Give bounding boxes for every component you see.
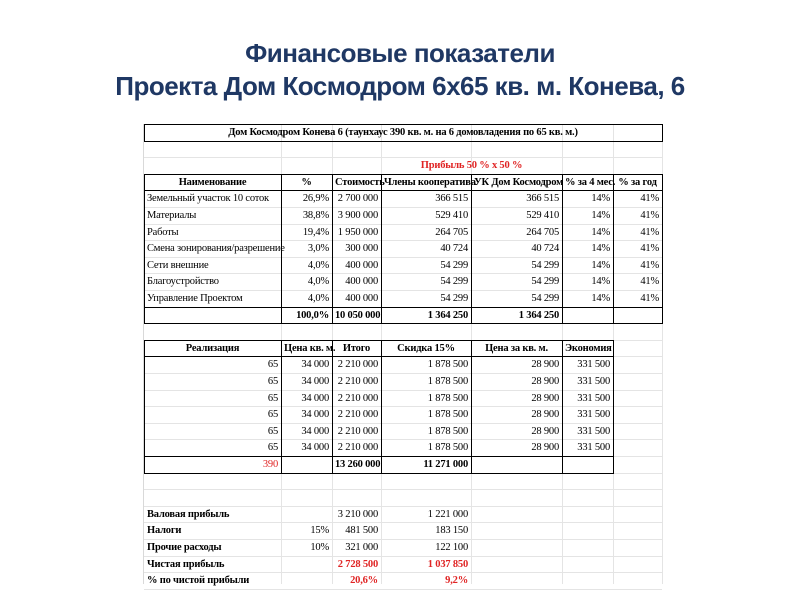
sales-table-divider [281, 340, 282, 473]
sales-table-divider [332, 340, 333, 473]
cost-table-divider [381, 174, 382, 323]
summary-label: Налоги [147, 525, 182, 536]
sales-cell: 1 878 500 [427, 393, 468, 404]
summary-cell: 481 500 [345, 525, 378, 536]
cost-total-cell: 1 364 250 [427, 310, 468, 321]
sales-cell: 2 210 000 [337, 409, 378, 420]
summary-label: % по чистой прибыли [147, 575, 250, 586]
sales-cell: 34 000 [301, 393, 329, 404]
cost-cell: 54 299 [531, 260, 559, 271]
sales-cell: 28 900 [531, 376, 559, 387]
sales-cell: 34 000 [301, 409, 329, 420]
sales-table-rule [144, 456, 613, 457]
summary-cell: 9,2% [445, 575, 468, 586]
sales-total-cell: 11 271 000 [423, 459, 468, 470]
sales-total-cell: 390 [262, 459, 278, 470]
cost-table-divider [281, 174, 282, 323]
gridline-h [144, 473, 662, 474]
summary-label: Чистая прибыль [147, 559, 225, 570]
sales-cell: 1 878 500 [427, 409, 468, 420]
sales-cell: 331 500 [577, 426, 610, 437]
cost-cell: 529 410 [435, 210, 468, 221]
cost-cell: 4,0% [307, 293, 329, 304]
sales-cell: 28 900 [531, 359, 559, 370]
cost-table-divider [471, 174, 472, 323]
summary-cell: 321 000 [345, 542, 378, 553]
summary-cell: 3 210 000 [337, 509, 378, 520]
cost-item-name: Благоустройство [147, 276, 219, 287]
summary-cell: 1 221 000 [427, 509, 468, 520]
cost-cell: 38,8% [302, 210, 329, 221]
sales-cell: 331 500 [577, 409, 610, 420]
cost-cell: 14% [591, 243, 610, 254]
summary-cell: 10% [310, 542, 329, 553]
cost-table-divider [332, 174, 333, 323]
sales-cell: 2 210 000 [337, 426, 378, 437]
cost-cell: 3 900 000 [337, 210, 378, 221]
cost-cell: 14% [591, 293, 610, 304]
cost-column-header: % [301, 177, 312, 188]
cost-cell: 41% [640, 210, 659, 221]
cost-cell: 14% [591, 260, 610, 271]
page-title-line2: Проекта Дом Космодром 6х65 кв. м. Конева, 6 [115, 71, 685, 101]
summary-cell: 2 728 500 [337, 559, 378, 570]
sales-cell: 2 210 000 [337, 359, 378, 370]
sales-cell: 331 500 [577, 442, 610, 453]
summary-cell: 183 150 [435, 525, 468, 536]
sales-column-header: Цена кв. м. [284, 343, 336, 354]
cost-total-cell: 1 364 250 [518, 310, 559, 321]
cost-cell: 41% [640, 227, 659, 238]
cost-cell: 54 299 [440, 260, 468, 271]
cost-cell: 54 299 [440, 293, 468, 304]
cost-table-divider [613, 174, 614, 323]
sales-cell: 331 500 [577, 359, 610, 370]
cost-table-rule [144, 307, 662, 308]
gridline-h [144, 489, 662, 490]
cost-column-header: % за год [618, 177, 657, 188]
summary-cell: 15% [310, 525, 329, 536]
cost-cell: 529 410 [526, 210, 559, 221]
sales-table-rule [144, 356, 613, 357]
cost-item-name: Материалы [147, 210, 197, 221]
cost-cell: 41% [640, 260, 659, 271]
sales-cell: 28 900 [531, 426, 559, 437]
sales-cell: 1 878 500 [427, 442, 468, 453]
cost-cell: 300 000 [345, 243, 378, 254]
cost-column-header: Стоимость [335, 177, 385, 188]
cost-column-header: % за 4 мес. [565, 177, 616, 188]
sales-table-divider [381, 340, 382, 473]
gridline-h [144, 141, 662, 142]
cost-table-rule [144, 190, 662, 191]
sales-cell: 34 000 [301, 376, 329, 387]
summary-label: Прочие расходы [147, 542, 222, 553]
sales-cell: 2 210 000 [337, 442, 378, 453]
sales-cell: 28 900 [531, 409, 559, 420]
cost-cell: 41% [640, 293, 659, 304]
gridline-h [144, 589, 662, 590]
sales-column-header: Экономия [565, 343, 612, 354]
cost-cell: 14% [591, 193, 610, 204]
sales-cell: 65 [267, 376, 278, 387]
cost-item-name: Работы [147, 227, 179, 238]
cost-cell: 264 705 [435, 227, 468, 238]
sales-cell: 34 000 [301, 442, 329, 453]
cost-total-cell: 100,0% [296, 310, 329, 321]
sales-column-header: Реализация [185, 343, 240, 354]
cost-cell: 3,0% [307, 243, 329, 254]
cost-cell: 366 515 [526, 193, 559, 204]
sales-cell: 65 [267, 409, 278, 420]
cost-table-divider [562, 174, 563, 323]
cost-cell: 14% [591, 210, 610, 221]
cost-cell: 54 299 [531, 276, 559, 287]
cost-cell: 41% [640, 193, 659, 204]
cost-cell: 14% [591, 276, 610, 287]
cost-cell: 2 700 000 [337, 193, 378, 204]
sales-table-divider [562, 340, 563, 473]
sales-cell: 1 878 500 [427, 359, 468, 370]
sales-cell: 28 900 [531, 393, 559, 404]
cost-item-name: Управление Проектом [147, 293, 243, 304]
cost-cell: 40 724 [531, 243, 559, 254]
cost-cell: 400 000 [345, 293, 378, 304]
sales-cell: 331 500 [577, 393, 610, 404]
cost-cell: 4,0% [307, 276, 329, 287]
cost-cell: 264 705 [526, 227, 559, 238]
cost-column-header: Члены кооператива [384, 177, 476, 188]
sales-cell: 28 900 [531, 442, 559, 453]
sales-cell: 34 000 [301, 426, 329, 437]
sales-cell: 1 878 500 [427, 426, 468, 437]
sales-total-cell: 13 260 000 [335, 459, 381, 470]
cost-cell: 26,9% [302, 193, 329, 204]
cost-cell: 54 299 [531, 293, 559, 304]
summary-label: Валовая прибыль [147, 509, 230, 520]
cost-cell: 54 299 [440, 276, 468, 287]
cost-column-header: Наименование [178, 177, 247, 188]
spreadsheet [143, 124, 662, 584]
sales-table-divider [471, 340, 472, 473]
profit-split-label: Прибыль 50 % х 50 % [420, 160, 523, 171]
cost-cell: 400 000 [345, 260, 378, 271]
cost-cell: 4,0% [307, 260, 329, 271]
cost-cell: 41% [640, 276, 659, 287]
sales-cell: 331 500 [577, 376, 610, 387]
cost-cell: 366 515 [435, 193, 468, 204]
sales-cell: 2 210 000 [337, 393, 378, 404]
cost-item-name: Смена зонирования/разрешение [147, 243, 285, 254]
sheet-header: Дом Космодром Конева 6 (таунхаус 390 кв. м. на 6 домовладения по 65 кв. м.) [228, 127, 578, 138]
cost-cell: 1 950 000 [337, 227, 378, 238]
cost-cell: 14% [591, 227, 610, 238]
cost-total-cell: 10 050 000 [335, 310, 381, 321]
cost-cell: 40 724 [440, 243, 468, 254]
sales-cell: 34 000 [301, 359, 329, 370]
cost-cell: 400 000 [345, 276, 378, 287]
cost-column-header: УК Дом Космодром [474, 177, 564, 188]
sales-cell: 65 [267, 442, 278, 453]
cost-item-name: Сети внешние [147, 260, 209, 271]
page-title-line1: Финансовые показатели [245, 38, 555, 68]
sales-cell: 65 [267, 359, 278, 370]
sales-column-header: Цена за кв. м. [485, 343, 548, 354]
sales-column-header: Итого [342, 343, 371, 354]
sales-cell: 2 210 000 [337, 376, 378, 387]
gridline-v [662, 124, 663, 584]
sales-cell: 1 878 500 [427, 376, 468, 387]
summary-cell: 1 037 850 [427, 559, 468, 570]
cost-cell: 19,4% [302, 227, 329, 238]
sales-cell: 65 [267, 393, 278, 404]
cost-item-name: Земельный участок 10 соток [147, 193, 269, 204]
summary-cell: 20,6% [350, 575, 378, 586]
sales-cell: 65 [267, 426, 278, 437]
sales-column-header: Скидка 15% [397, 343, 455, 354]
cost-cell: 41% [640, 243, 659, 254]
summary-cell: 122 100 [435, 542, 468, 553]
